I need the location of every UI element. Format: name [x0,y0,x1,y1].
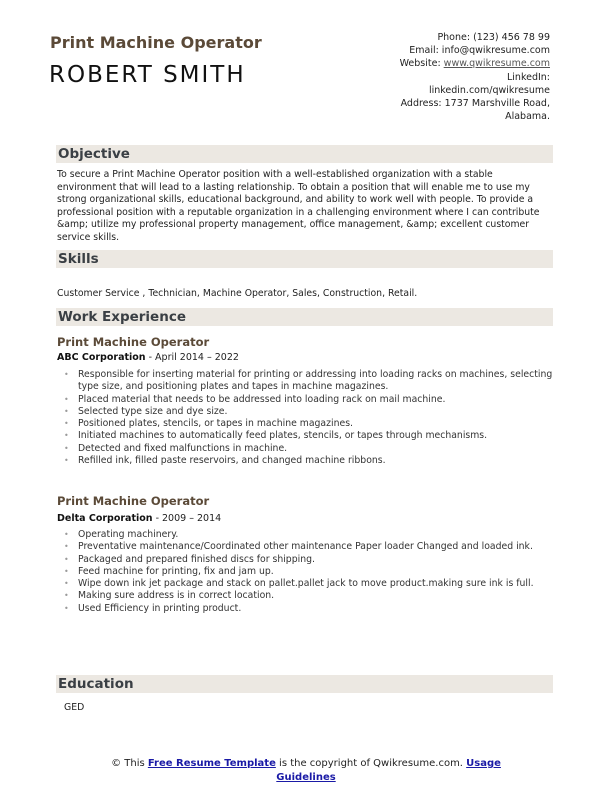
education-text: GED [64,702,85,713]
company-name: ABC Corporation [57,352,146,363]
linkedin-label: LinkedIn: [506,71,550,83]
job-dates: - April 2014 – 2022 [145,352,239,363]
skills-heading: Skills [56,250,553,268]
list-item: • Detected and fixed malfunctions in machine. [57,443,553,455]
skills-text: Customer Service , Technician, Machine Operator, Sales, Construction, Retail. [57,288,418,299]
resume-job-title: Print Machine Operator [50,33,262,52]
education-heading: Education [56,675,553,693]
address: Address: 1737 Marshville Road, Alabama. [400,98,550,123]
job-title: Print Machine Operator [57,335,210,349]
phone: Phone: (123) 456 78 99 [437,32,550,43]
job-company [57,513,221,524]
list-item: • Preventative maintenance/Coordinated other maintenance Paper loader Changed and loaded ink. [57,541,553,553]
job-bullets [57,369,553,467]
candidate-name: ROBERT SMITH [49,62,246,88]
footer [0,757,612,784]
footer-middle: is the copyright of Qwikresume.com. [275,758,467,769]
email: Email: info@qwikresume.com [409,45,550,57]
website-link[interactable]: www.qwikresume.com [443,58,550,70]
free-resume-template-link[interactable]: Free Resume Template [147,758,276,769]
objective-text: To secure a Print Machine Operator position with a well-established organization with a stable environment that will lead to a lasting relationship. To obtain a position that will enable me to use my strong organizational skills, educational background, and ability to work well with people. To provide a professional position with a reputable organization in a challenging environment where I can contribute &amp; utilize my professional property management, office management, &amp; excellent customer service skills. [57,169,540,243]
job-dates: - 2009 – 2014 [152,513,222,524]
contact-info [360,31,550,123]
objective-heading: Objective [56,145,553,163]
usage-guidelines-link[interactable]: Usage Guidelines [276,758,501,783]
list-item: • Packaged and prepared finished discs for shipping. [57,554,553,566]
list-item: • Used Efficiency in printing product. [57,603,553,615]
list-item: • Positioned plates, stencils, or tapes in machine magazines. [57,418,553,430]
work-experience-heading: Work Experience [56,308,553,326]
job-company [57,352,239,363]
list-item: • Placed material that needs to be addressed into loading rack on mail machine. [57,394,553,406]
list-item: • Responsible for inserting material for printing or addressing into loading racks on machines, selecting type size, and positioning plates and tapes in machine magazines. [57,369,553,394]
list-item: • Operating machinery. [57,529,553,541]
list-item: • Making sure address is in correct location. [57,590,553,602]
list-item: • Wipe down ink jet package and stack on pallet.pallet jack to move product.making sure ink is full. [57,578,553,590]
list-item: • Selected type size and dye size. [57,406,553,418]
footer-prefix: © This [111,758,148,769]
list-item: • Feed machine for printing, fix and jam up. [57,566,553,578]
company-name: Delta Corporation [57,513,153,524]
job-bullets [57,529,553,615]
list-item: • Initiated machines to automatically feed plates, stencils, or tapes through mechanisms. [57,430,553,442]
list-item: • Refilled ink, filled paste reservoirs, and changed machine ribbons. [57,455,553,467]
linkedin: linkedin.com/qwikresume [428,84,550,96]
website-label: Website: [399,58,444,70]
website [360,57,550,70]
job-title: Print Machine Operator [57,494,210,508]
